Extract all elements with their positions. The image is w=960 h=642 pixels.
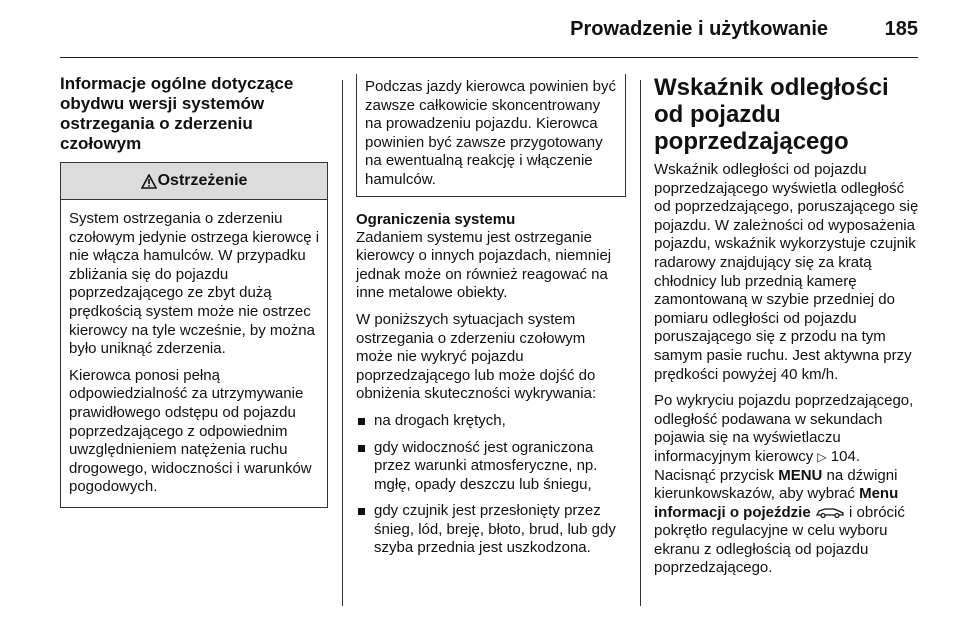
page-header <box>0 0 960 58</box>
subheading-system-limits: Ograniczenia systemu <box>356 210 516 228</box>
header-divider <box>60 57 918 58</box>
p2-text-3: na dźwigni kierunkowskazów, aby wybrać <box>654 466 898 503</box>
section-heading-general: Informacje ogólne dotyczące obydwu wersji systemów ostrzegania o zderzeniu czołowym <box>60 74 294 153</box>
column-3 <box>654 74 924 586</box>
page-ref-link[interactable]: 104 <box>830 447 856 465</box>
limits-list <box>356 412 626 558</box>
distance-paragraph-1: Wskaźnik odległości od pojazdu poprzedzającego wyświetla odległość od poprzedzającego, poruszającego się pojazdu. W zależności od wyposażenia pojazdu, wskaźnik wykorzystuje czujnik radarowy znajdujący się za kratą chłodnicy lub przednią kamerę zamontowaną w szybie przedniej do pomiaru odległości od pojazdu poruszającego się z przodu na tym samym pasie ruchu. Jest aktywna przy prędkości powyżej 40 km/h. <box>654 161 919 383</box>
list-item: na drogach krętych, <box>356 412 626 431</box>
warning-box <box>60 162 328 508</box>
menu-button-label: MENU <box>778 466 823 484</box>
column-divider-1 <box>342 80 343 606</box>
column-2 <box>356 74 626 566</box>
warning-title: Ostrzeżenie <box>157 172 248 189</box>
limits-paragraph-2: W poniższych sytuacjach system ostrzegania o zderzeniu czołowym może nie wykryć pojazdu poprzedzającego lub może dojść do obniżenia skuteczności wykrywania: <box>356 310 597 403</box>
warning-paragraph-1: System ostrzegania o zderzeniu czołowym jedynie ostrzega kierowcę i nie włącza hamulców. W przypadku zbliżania się do pojazdu poprzedzającego ze zbyt dużą prędkością system może nie ostrzec kierowcy na tyle wcześnie, by można było uniknąć zderzenia. <box>69 210 320 358</box>
warning-header <box>61 163 327 200</box>
p2-text-2: . Nacisnąć przycisk <box>654 447 860 484</box>
section-heading-distance-indicator: Wskaźnik odległości od pojazdu poprzedzającego <box>654 74 889 155</box>
car-icon <box>815 506 845 518</box>
p2-text-4: i obrócić pokrętło regulacyjne w celu wyboru ekranu z odległością od pojazdu poprzedzającego. <box>654 503 905 577</box>
page-number: 185 <box>884 18 918 40</box>
list-item: gdy czujnik jest przesłonięty przez śnieg, lód, breję, błoto, brud, lub gdy szyba przednia jest uszkodzona. <box>356 502 626 558</box>
warning-body <box>61 200 327 507</box>
page-header-title: Prowadzenie i użytkowanie <box>570 18 828 40</box>
distance-paragraph-2 <box>654 392 924 578</box>
column-1 <box>60 74 328 508</box>
list-item: gdy widoczność jest ograniczona przez warunki atmosferyczne, np. mgłę, opady deszczu lub śniegu, <box>356 439 626 495</box>
warning-triangle-icon <box>141 174 157 189</box>
menu-item-label: Menu informacji o pojeździe <box>654 485 899 521</box>
page-ref-arrow-icon: ▷ <box>817 449 827 464</box>
limits-paragraph-1: Zadaniem systemu jest ostrzeganie kierowcy o innych pojazdach, niemniej jednak może on również reagować na inne metalowe obiekty. <box>356 228 612 302</box>
p2-text-1: Po wykryciu pojazdu poprzedzającego, odległość podawana w sekundach pojawia się na wyświetlaczu informacyjnym kierowcy <box>654 392 914 465</box>
note-box <box>356 74 626 197</box>
warning-paragraph-2: Kierowca ponosi pełną odpowiedzialność za utrzymywanie prawidłowego odstępu od pojazdu poprzedzającego z odpowiednim uwzględnieniem natężenia ruchu drogowego, widoczności i warunków pogodowych. <box>69 366 312 496</box>
column-divider-2 <box>640 80 641 606</box>
note-text: Podczas jazdy kierowca powinien być zawsze całkowicie skoncentrowany na prowadzeniu pojazdu. Kierowca powinien być zawsze przygotowany na ewentualną reakcję i włączenie hamulców. <box>365 78 616 188</box>
